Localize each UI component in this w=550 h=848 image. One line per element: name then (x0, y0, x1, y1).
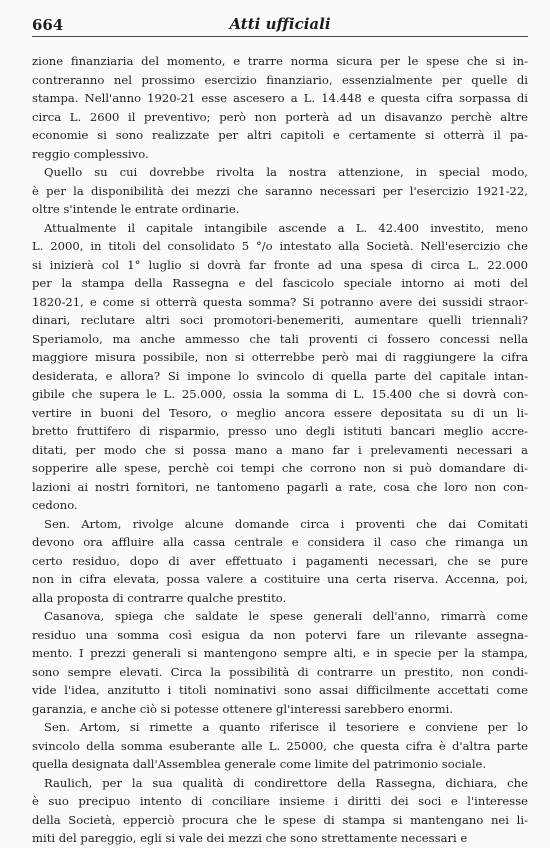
paragraph (32, 219, 528, 515)
text-line: ditati, per modo che si possa mano a mano far i prelevamenti necessari a (32, 442, 528, 457)
text-line: Sen. Artom, si rimette a quanto riferisce il tesoriere e conviene per lo (44, 720, 528, 734)
text-line: lazioni ai nostri fornitori, ne tantomeno pagarli a rate, cosa che loro non con- (32, 479, 528, 494)
text-line: maggiore misura possibile, non si otterrebbe però mai di raggiungere la cifra (32, 350, 528, 364)
text-line: stampa. Nell'anno 1920-21 esse ascesero a L. 14.448 e questa cifra sorpassa di (32, 91, 528, 105)
paragraph (32, 774, 528, 848)
text-line: garanzia, e anche ciò si potesse ottenere gl'interessi sarebbero enormi. (32, 701, 454, 716)
running-title: Atti ufficiali (229, 15, 331, 33)
text-line: reggio complessivo. (32, 146, 149, 161)
text-line: desiderata, e allora? Si impone lo svincolo di quella parte del capitale intan- (32, 368, 528, 383)
document-body (32, 52, 528, 848)
text-line: dinari, reclutare altri soci promotori-benemeriti, aumentare quelli triennali? (32, 313, 528, 327)
paragraph (32, 52, 528, 163)
text-line: sono sempre elevati. Circa la possibilità di contrarre un prestito, non condi- (32, 664, 528, 679)
text-line: economie si sono realizzate per altri capitoli e certamente si otterrà il pa- (32, 128, 528, 142)
page-number: 664 (32, 16, 64, 34)
page-header (32, 14, 528, 37)
text-line: mento. I prezzi generali si mantengono sempre alti, e in specie per la stampa, (32, 646, 528, 660)
text-line: Raulich, per la sua qualità di condirettore della Rassegna, dichiara, che (44, 775, 528, 790)
text-line: per la stampa della Rassegna e del fascicolo speciale intorno ai moti del (32, 276, 528, 290)
text-line: bretto fruttifero di risparmio, presso uno degli istituti bancari meglio accre- (32, 424, 528, 438)
text-line: devono ora affluire alla cassa centrale e considera il caso che rimanga un (32, 535, 528, 549)
text-line: residuo una somma così esigua da non potervi fare un rilevante assegna- (32, 627, 528, 642)
text-line: vertire in buoni del Tesoro, o meglio ancora essere depositata su di un li- (32, 405, 528, 420)
text-line: zione finanziaria del momento, e trarre norma sicura per le spese che si in- (32, 54, 528, 68)
text-line: miti del pareggio, egli si vale dei mezzi che sono strettamente necessari e (32, 831, 468, 845)
text-line: Casanova, spiega che saldate le spese generali dell'anno, rimarrà come (44, 609, 528, 623)
text-line: Quello su cui dovrebbe rivolta la nostra attenzione, in special modo, (44, 165, 528, 179)
paragraph (32, 163, 528, 219)
text-line: cedono. (32, 498, 78, 512)
text-line: L. 2000, in titoli del consolidato 5 °/o intestato alla Società. Nell'esercizio che (32, 239, 528, 253)
text-line: svincolo della somma esuberante alle L. 25000, che questa cifra è d'altra parte (32, 738, 528, 753)
text-line: quella designata dall'Assemblea generale come limite del patrimonio sociale. (32, 757, 487, 771)
text-line: contreranno nel prossimo esercizio finanziario, essenzialmente per quelle di (32, 72, 528, 87)
text-line: della Società, epperciò procura che le spese di stampa si mantengano nei li- (32, 812, 528, 827)
text-line: gibile che supera le L. 25.000, ossia la somma di L. 15.400 che si dovrà con- (32, 387, 528, 401)
text-line: circa L. 2600 il preventivo; però non porterà ad un disavanzo perchè altre (32, 109, 528, 124)
text-line: non in cifra elevata, possa valere a costituire una certa riserva. Accenna, poi, (32, 572, 528, 586)
text-line: si inizierà col 1° luglio si dovrà far fronte ad una spesa di circa L. 22.000 (32, 257, 528, 272)
text-line: è per la disponibilità dei mezzi che saranno necessari per l'esercizio 1921-22, (32, 183, 528, 198)
text-line: vide l'idea, anzitutto i titoli nominativi sono assai difficilmente accettati come (32, 683, 528, 697)
text-line: 1820-21, e come si otterrà questa somma? Si potranno avere dei sussidi straor- (32, 294, 528, 309)
text-line: è suo precipuo intento di conciliare insieme i diritti dei soci e l'interesse (32, 794, 528, 808)
text-line: Speriamolo, ma anche ammesso che tali proventi ci fossero concessi nella (32, 331, 528, 346)
text-line: certo residuo, dopo di aver effettuato i pagamenti necessari, che se pure (32, 553, 528, 568)
text-line: sopperire alle spese, perchè coi tempi che corrono non si può domandare di- (32, 461, 528, 475)
paragraph (32, 515, 528, 608)
text-line: Attualmente il capitale intangibile ascende a L. 42.400 investito, meno (44, 220, 528, 235)
paragraph (32, 607, 528, 718)
paragraph (32, 718, 528, 774)
text-line: Sen. Artom, rivolge alcune domande circa i proventi che dai Comitati (44, 516, 528, 531)
text-line: oltre s'intende le entrate ordinarie. (32, 202, 240, 216)
text-line: alla proposta di contrarre qualche prestito. (32, 590, 287, 605)
